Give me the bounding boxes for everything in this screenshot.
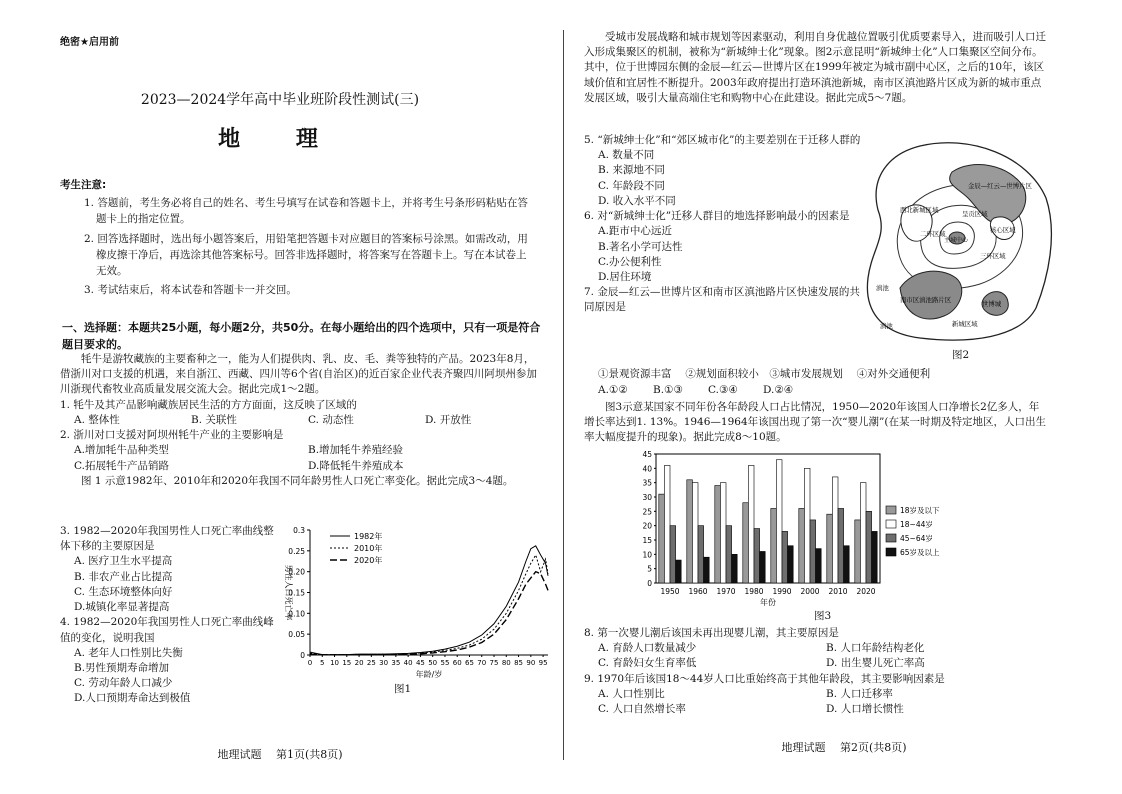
- bar-18岁及以下-1950: [659, 494, 665, 583]
- x-tick-label: 1990: [772, 587, 792, 596]
- x-tick-label: 0: [307, 659, 313, 667]
- y-tick-label: 0: [300, 651, 305, 660]
- legend-label: 2010年: [354, 544, 383, 553]
- x-tick-label: 30: [379, 659, 389, 667]
- question-block-1-2: [60, 352, 542, 489]
- question-block-8-9: [584, 626, 1054, 717]
- series-line-2010年: [310, 555, 548, 655]
- bar-45~64岁-2000: [810, 520, 816, 583]
- x-tick-label: 55: [440, 659, 450, 667]
- option: A. 数量不同: [598, 149, 655, 162]
- option: C. 动态性: [308, 413, 354, 426]
- option: D.②④: [763, 384, 794, 396]
- x-tick-label: 45: [415, 659, 425, 667]
- option: D.人口预期寿命达到极值: [74, 692, 191, 705]
- map-label-dianchi: 滇池: [876, 284, 889, 292]
- option: C. 育龄妇女生育率低: [598, 657, 697, 670]
- map-label-chenggong: 呈贡区域: [962, 210, 988, 218]
- legend-swatch: [886, 548, 896, 556]
- question-3: 3. 1982—2020年我国男性人口死亡率曲线整体下移的主要原因是: [60, 525, 274, 553]
- bar-18~44岁-1990: [776, 460, 782, 583]
- legend-swatch: [886, 520, 896, 528]
- x-tick-label: 40: [403, 659, 413, 667]
- x-axis-label: 年份: [760, 598, 776, 607]
- x-tick-label: 85: [514, 659, 524, 667]
- x-axis-label: 年龄/岁: [415, 670, 443, 679]
- figure-2-caption: 图2: [952, 349, 970, 361]
- x-tick-label: 5: [320, 659, 325, 667]
- question-8: 8. 第一次婴儿潮后该国未再出现婴儿潮，其主要原因是: [584, 627, 839, 639]
- page-footer-left: 地理试题 第1页(共8页): [217, 748, 343, 761]
- option: C. 年龄段不同: [598, 179, 665, 192]
- passage-population: [584, 400, 1046, 446]
- bar-65岁及以上-1970: [732, 554, 738, 583]
- legend-swatch: [886, 534, 896, 542]
- option: C. 劳动年龄人口减少: [74, 677, 173, 690]
- bar-18~44岁-2020: [860, 483, 866, 583]
- option: B. 来源地不同: [598, 164, 665, 177]
- bar-18岁及以下-1960: [687, 480, 693, 583]
- bar-18~44岁-1950: [664, 465, 670, 583]
- option: D. 收入水平不同: [598, 194, 676, 207]
- bar-18岁及以下-2010: [827, 514, 833, 583]
- x-tick-label: 60: [452, 659, 462, 667]
- y-tick-label: 0.25: [288, 546, 305, 556]
- option: B.①③: [653, 384, 683, 396]
- map-label-center: 主城中心: [944, 237, 969, 244]
- option: D. 开放性: [425, 413, 472, 426]
- y-tick-label: 0.10: [288, 609, 305, 619]
- option: D.居住环境: [598, 270, 652, 283]
- bar-65岁及以上-2000: [816, 549, 822, 583]
- legend-label: 2020年: [354, 556, 383, 565]
- bar-18~44岁-2010: [832, 477, 838, 583]
- option: C.办公便利性: [598, 255, 662, 268]
- option: A. 整体性: [74, 413, 120, 426]
- x-tick-label: 90: [526, 659, 536, 667]
- x-tick-label: 65: [465, 659, 474, 667]
- question-1-options: [60, 413, 542, 428]
- x-tick-label: 80: [501, 659, 511, 667]
- bar-18~44岁-1980: [748, 465, 754, 583]
- option: C.③④: [708, 384, 738, 396]
- passage-text: 图3示意某国家不同年份各年龄段人口占比情况，1950—2020年该国人口净增长2亿多人，年增长率达到1. 13%。1946—1964年该国出现了第一次“婴儿潮”(在某一时期及特定地区，人口出生率大幅度提升的现象)。据此完成8～10题。: [584, 401, 1046, 444]
- question-9-options: [584, 687, 1054, 717]
- notice-item: 1. 答题前，考生务必将自己的姓名、考生号填写在试卷和答题卡上，并将考生号条形码粘贴在答题卡上的指定位置。: [84, 197, 528, 226]
- question-2: 2. 浙川对口支援对阿坝州牦牛产业的主要影响是: [60, 429, 284, 442]
- option: A.①②: [598, 384, 628, 396]
- legend-label: 18~44岁: [900, 520, 933, 529]
- figure-2-map: [860, 138, 1060, 344]
- bar-18岁及以下-1990: [771, 508, 777, 583]
- option: B. 人口年龄结构老化: [826, 642, 925, 655]
- option: B. 非农产业占比提高: [74, 570, 173, 583]
- x-tick-label: 35: [391, 659, 401, 667]
- y-axis-label: 男性人口死亡率: [284, 564, 293, 621]
- x-tick-label: 25: [366, 659, 376, 667]
- option: A. 人口性别比: [598, 687, 665, 700]
- option: A.增加牦牛品种类型: [74, 444, 169, 457]
- y-tick-label: 45: [642, 450, 652, 459]
- option: A. 医疗卫生水平提高: [74, 555, 173, 568]
- bar-65岁及以上-1960: [704, 557, 710, 583]
- question-7: 7. 金辰—红云—世博片区和南市区滇池路片区快速发展的共同原因是: [584, 286, 860, 314]
- bar-45~64岁-2010: [838, 508, 844, 583]
- notice-item: 3. 考试结束后，将本试卷和答题卡一并交回。: [84, 284, 297, 297]
- option: B.著名小学可达性: [598, 240, 683, 253]
- bar-18~44岁-1960: [692, 483, 698, 583]
- series-line-1982年: [310, 546, 548, 655]
- right-page: [566, 0, 1122, 794]
- map-label-xishan: 西北新城区域: [900, 206, 939, 214]
- y-tick-label: 0.05: [288, 630, 305, 640]
- bar-65岁及以上-1980: [760, 551, 766, 583]
- x-tick-label: 1980: [744, 587, 764, 596]
- bar-18岁及以下-1980: [743, 503, 749, 583]
- left-page: [0, 0, 560, 794]
- question-2-options: [60, 443, 542, 473]
- bar-45~64岁-1960: [698, 526, 704, 583]
- question-4: 4. 1982—2020年我国男性人口死亡率曲线峰值的变化，说明我国: [60, 616, 274, 644]
- page-footer-right: 地理试题 第2页(共8页): [781, 741, 907, 754]
- y-tick-label: 35: [642, 478, 652, 488]
- legend-label: 18岁及以下: [900, 506, 940, 515]
- x-tick-label: 75: [489, 659, 499, 667]
- bar-18岁及以下-2020: [855, 520, 861, 583]
- notice-list: [84, 195, 534, 302]
- bar-18岁及以下-2000: [799, 508, 805, 583]
- passage-yak: 牦牛是游牧藏族的主要畜种之一，能为人们提供肉、乳、皮、毛、粪等独特的产品。2023年8月，借浙川对口支援的机遇，来自浙江、西藏、四川等6个省(自治区)的近百家企业代表齐聚四川阿坝州参加川浙现代畜牧业高质量发展交流大会。据此完成1～2题。: [60, 353, 537, 396]
- bar-65岁及以上-1950: [676, 560, 682, 583]
- figure-1-caption: 图1: [394, 683, 412, 695]
- y-tick-label: 0.3: [293, 526, 305, 535]
- secret-label: 绝密★启用前: [60, 37, 119, 48]
- x-tick-label: 95: [538, 659, 548, 667]
- option: B.增加牦牛养殖经验: [308, 444, 404, 457]
- bar-65岁及以上-2020: [872, 531, 878, 583]
- x-tick-label: 50: [428, 659, 438, 667]
- series-line-2020年: [310, 572, 548, 655]
- map-label-dianchi-2: 滇池: [880, 322, 893, 330]
- question-7-options: [598, 383, 818, 398]
- option: D.城镇化率显著提高: [74, 601, 170, 614]
- notice-item: 2. 回答选择题时，选出每小题答案后，用铅笔把答题卡对应题目的答案标号涂黑。如需改动，用橡皮擦干净后，再选涂其他答案标号。回答非选择题时，将答案写在答题卡上。写在本试卷上无效。: [84, 232, 528, 278]
- y-tick-label: 30: [642, 493, 652, 502]
- option: A.距市中心远近: [598, 225, 672, 238]
- x-tick-label: 1950: [660, 587, 680, 596]
- map-label-nanshi: 南市区滇池路片区: [900, 296, 952, 304]
- x-tick-label: 20: [354, 659, 364, 667]
- question-6: 6. 对“新城绅士化”迁移人群目的地选择影响最小的因素是: [584, 210, 850, 223]
- map-label-newcity: 新城区域: [952, 320, 978, 328]
- exam-title: 2023—2024学年高中毕业班阶段性测试(三): [140, 92, 420, 108]
- passage-gentrification: [584, 30, 1046, 106]
- option: A. 老年人口性别比失衡: [74, 646, 183, 659]
- bar-45~64岁-1970: [726, 526, 732, 583]
- y-tick-label: 15: [642, 536, 652, 545]
- bar-18~44岁-1970: [720, 483, 726, 583]
- y-tick-label: 20: [642, 521, 652, 531]
- question-block-3-4: [60, 524, 274, 707]
- y-tick-label: 40: [642, 464, 652, 474]
- figure-3-chart: [634, 446, 974, 608]
- y-tick-label: 5: [647, 564, 652, 574]
- x-tick-label: 15: [342, 659, 352, 667]
- map-label-ring2: 二环区域: [920, 230, 946, 238]
- bar-45~64岁-2020: [866, 511, 872, 583]
- option: A. 育龄人口数量减少: [598, 642, 697, 655]
- y-tick-label: 25: [642, 507, 652, 517]
- y-tick-label: 0.20: [288, 567, 305, 577]
- page-divider: [563, 30, 564, 760]
- passage-text: 受城市发展战略和城市规划等因素驱动，利用自身优越位置吸引优质要素导入，进而吸引人口迁入形成集聚区的机制，被称为“新城绅士化”现象。图2示意昆明“新城绅士化”人口集聚区空间分布。其中，位于世博园东侧的金辰—红云—世博片区在1999年被定为城市副中心区，之后的10年，该区域价值和宜居性不断提升。2003年政府提出打造环滇池新城，南市区滇池路片区成为新的城市重点发展区域，吸引大量高端住宅和购物中心在此建设。据此完成5～7题。: [584, 31, 1046, 104]
- x-tick-label: 10: [330, 659, 339, 667]
- bar-18~44岁-2000: [804, 468, 810, 583]
- y-tick-label: 0: [647, 579, 652, 588]
- bar-45~64岁-1950: [670, 526, 676, 583]
- y-tick-label: 0.15: [288, 588, 305, 598]
- y-tick-label: 10: [642, 550, 652, 560]
- passage-figure1: 图 1 示意1982年、2010年和2020年我国不同年龄男性人口死亡率变化。据此完成3～4题。: [81, 474, 514, 487]
- option: C. 生态环境整体向好: [74, 585, 173, 598]
- section-heading: 一、选择题：本题共25小题，每小题2分，共50分。在每小题给出的四个选项中，只有一项是符合题目要求的。: [62, 321, 541, 352]
- figure-1-chart: [270, 520, 560, 700]
- question-1: 1. 牦牛及其产品影响藏族居民生活的方方面面，这反映了区域的: [60, 398, 357, 411]
- question-9: 9. 1970年后该国18～44岁人口比重始终高于其他年龄段，其主要影响因素是: [584, 672, 945, 685]
- question-7-factors: ①景观资源丰富 ②规划面积较小 ③城市发展规划 ④对外交通便利: [598, 368, 931, 380]
- option: B.男性预期寿命增加: [74, 661, 170, 674]
- x-tick-label: 70: [477, 659, 487, 667]
- map-label-ring3: 三环区域: [980, 252, 1006, 260]
- x-tick-label: 1960: [688, 587, 708, 596]
- figure-3-caption: 图3: [814, 610, 832, 622]
- x-tick-label: 2010: [828, 587, 848, 596]
- legend-swatch: [886, 506, 896, 514]
- bar-45~64岁-1990: [782, 531, 788, 583]
- question-8-options: [584, 641, 1054, 671]
- option: B. 人口迁移率: [826, 687, 893, 700]
- option: D.降低牦牛养殖成本: [308, 459, 404, 472]
- subject-title: 地 理: [218, 126, 342, 152]
- option: C.拓展牦牛产品销路: [74, 459, 169, 472]
- legend-label: 45~64岁: [900, 534, 933, 543]
- bar-18岁及以下-1970: [715, 486, 721, 583]
- legend-label: 65岁及以上: [900, 548, 940, 557]
- option: D. 出生婴儿死亡率高: [826, 657, 925, 670]
- bar-65岁及以上-2010: [844, 546, 850, 583]
- option: C. 人口自然增长率: [598, 703, 686, 716]
- question-block-5-7: [584, 133, 862, 316]
- notice-heading: 考生注意:: [60, 179, 107, 191]
- map-label-core: 核心区域: [990, 226, 1016, 234]
- x-tick-label: 2020: [856, 587, 876, 596]
- x-tick-label: 2000: [800, 587, 820, 596]
- option: D. 人口增长惯性: [826, 703, 904, 716]
- bar-45~64岁-1980: [754, 529, 760, 583]
- option: B. 关联性: [191, 413, 237, 426]
- legend-label: 1982年: [354, 532, 383, 541]
- question-5: 5. “新城绅士化”和“郊区城市化”的主要差别在于迁移人群的: [584, 134, 861, 146]
- bar-65岁及以上-1990: [788, 546, 794, 583]
- x-tick-label: 1970: [716, 587, 736, 596]
- map-label-shibo: 世博城: [982, 300, 1002, 308]
- map-label-jinchen: 金辰—红云—世博片区: [968, 182, 1032, 190]
